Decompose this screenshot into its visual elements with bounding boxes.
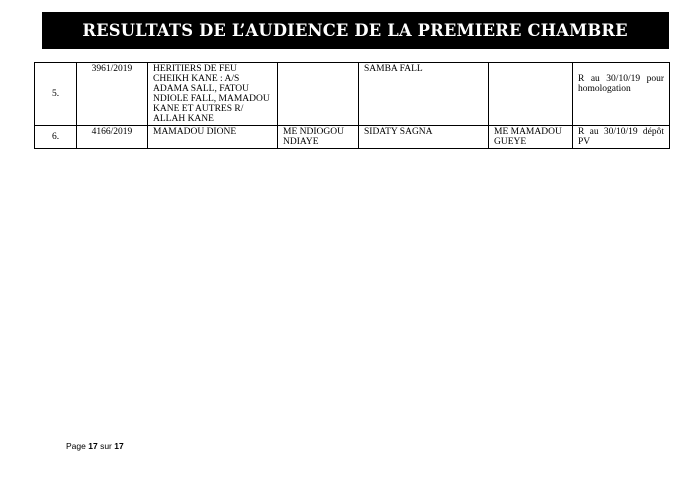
plaintiff-lawyer xyxy=(278,63,359,126)
case-decision: R au 30/10/19 dépôt PV xyxy=(573,126,670,149)
defendant-lawyer: ME MAMADOU GUEYE xyxy=(489,126,573,149)
results-table xyxy=(34,62,670,149)
plaintiff-lawyer: ME NDIOGOU NDIAYE xyxy=(278,126,359,149)
case-decision: R au 30/10/19 pour homologation xyxy=(573,63,670,126)
title-banner xyxy=(42,12,669,49)
case-number: 5. xyxy=(35,63,77,126)
page-label: Page xyxy=(66,441,86,451)
plaintiff-parties: HERITIERS DE FEU CHEIKH KANE : A/S ADAMA SALL, FATOU NDIOLE FALL, MAMADOU KANE ET AUTRES R/ ALLAH KANE xyxy=(148,63,278,126)
page-separator: sur xyxy=(100,441,112,451)
defendant-party: SAMBA FALL xyxy=(359,63,489,126)
page-footer xyxy=(66,441,124,451)
defendant-lawyer xyxy=(489,63,573,126)
case-file-number: 4166/2019 xyxy=(77,126,148,149)
page-current-number: 17 xyxy=(88,441,98,451)
page-title: RESULTATS DE L’AUDIENCE DE LA PREMIERE CHAMBRE xyxy=(82,20,629,41)
page-total-number: 17 xyxy=(114,441,124,451)
case-number: 6. xyxy=(35,126,77,149)
plaintiff-parties: MAMADOU DIONE xyxy=(148,126,278,149)
table-row xyxy=(35,63,670,126)
case-file-number: 3961/2019 xyxy=(77,63,148,126)
defendant-party: SIDATY SAGNA xyxy=(359,126,489,149)
table-row xyxy=(35,126,670,149)
